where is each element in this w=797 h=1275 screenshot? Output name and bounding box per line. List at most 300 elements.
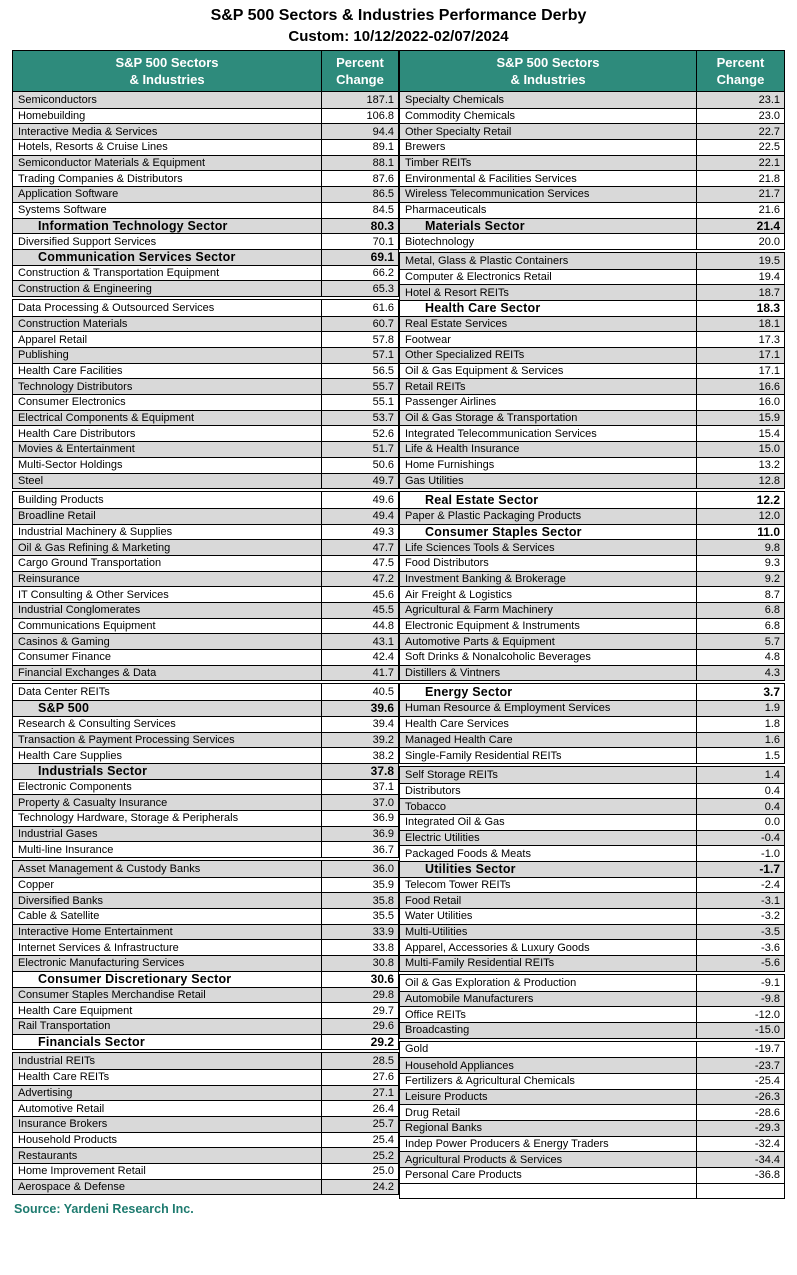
percent-change-value: 16.6 [758,380,780,393]
industry-row [400,394,784,410]
percent-change-value: 65.3 [372,282,394,295]
industry-row [400,845,784,861]
industry-name: Oil & Gas Storage & Transportation [400,411,697,426]
percent-change-value: 15.4 [758,427,780,440]
industry-name: Industrial Gases [13,827,322,842]
industry-name: Real Estate Services [400,317,697,332]
industry-name: Fertilizers & Agricultural Chemicals [400,1074,697,1089]
industry-name: Integrated Telecommunication Services [400,426,697,441]
source-attribution: Source: Yardeni Research Inc. [14,1202,194,1217]
percent-change-value: -3.6 [761,941,780,954]
percent-change-value: -19.7 [754,1043,780,1056]
table-block [399,92,785,250]
industry-name: IT Consulting & Other Services [13,587,322,602]
percent-change-value: 39.4 [372,718,394,731]
right-table [399,50,785,1199]
industry-name: Steel [13,474,322,489]
industry-row [400,508,784,524]
industry-name: Integrated Oil & Gas [400,815,697,830]
industry-name: Cargo Ground Transportation [13,556,322,571]
industry-name: Apparel, Accessories & Luxury Goods [400,940,697,955]
industry-name: Multi-Family Residential REITs [400,956,697,971]
table-block [399,1041,785,1200]
percent-change-value: 22.1 [758,157,780,170]
industry-row [400,798,784,814]
industry-row [400,233,784,249]
industry-name: Hotel & Resort REITs [400,285,697,300]
industry-name: Research & Consulting Services [13,717,322,732]
industry-row [400,425,784,441]
industry-name: Electronic Equipment & Instruments [400,619,697,634]
industry-name: Specialty Chemicals [400,92,697,108]
industry-name: Consumer Finance [13,650,322,665]
percent-change-value: 37.8 [370,764,394,779]
industry-name: Metal, Glass & Plastic Containers [400,253,697,269]
industry-name: Pharmaceuticals [400,203,697,218]
industry-name: Life Sciences Tools & Services [400,540,697,555]
industry-row [13,665,398,681]
percent-change-value: 49.6 [372,494,394,507]
percent-change-value: 36.9 [372,827,394,840]
industry-name: Hotels, Resorts & Cruise Lines [13,140,322,155]
industry-name: Automotive Parts & Equipment [400,634,697,649]
industry-name: Interactive Home Entertainment [13,925,322,940]
industry-row [400,783,784,799]
industry-row [400,586,784,602]
percent-change-value: 0.0 [764,816,780,829]
industry-row [13,747,398,763]
industry-row [13,861,398,877]
percent-change-value: 6.8 [764,620,780,633]
industry-row [400,473,784,489]
table-block [12,491,399,681]
industry-name: Soft Drinks & Nonalcoholic Beverages [400,650,697,665]
title-block [0,0,797,46]
industry-row [13,633,398,649]
percent-change-value: 18.1 [758,317,780,330]
industry-name: Biotechnology [400,234,697,249]
industry-row [400,139,784,155]
industry-row [13,684,398,700]
industry-row [13,1132,398,1148]
percent-change-value: -1.0 [761,847,780,860]
industry-row [400,908,784,924]
industry-name: Tobacco [400,799,697,814]
percent-change-value: 47.7 [372,541,394,554]
industry-name: Trading Companies & Distributors [13,171,322,186]
industry-name: Materials Sector [400,219,697,234]
industry-row [13,716,398,732]
industry-row [13,108,398,124]
industry-row [400,747,784,763]
industry-row [400,700,784,716]
industry-name: Interactive Media & Services [13,124,322,139]
industry-row [400,108,784,124]
table-block [12,683,399,858]
percent-change-value: 37.1 [372,780,394,793]
industry-name: Oil & Gas Refining & Marketing [13,540,322,555]
industry-name: Systems Software [13,203,322,218]
industry-name: Life & Health Insurance [400,442,697,457]
percent-change-value: 22.7 [758,125,780,138]
percent-change-value: 1.6 [764,733,780,746]
industry-name: Homebuilding [13,109,322,124]
industry-row [400,991,784,1007]
industry-name: Construction Materials [13,317,322,332]
industry-name: Copper [13,878,322,893]
industry-row [13,123,398,139]
industry-name: Broadline Retail [13,509,322,524]
percent-change-value: 18.3 [756,301,780,316]
industry-row [400,975,784,991]
percent-change-value [697,1184,784,1199]
percent-change-value: 15.9 [758,412,780,425]
industry-name: Other Specialized REITs [400,348,697,363]
percent-change-value: 44.8 [372,620,394,633]
percent-change-value: 51.7 [372,443,394,456]
industry-row [400,1136,784,1152]
percent-change-value: -1.7 [759,862,780,877]
percent-change-value: 3.7 [763,685,780,700]
industry-name: Health Care Services [400,717,697,732]
percent-change-value: 23.1 [758,93,780,106]
table-block [12,1052,399,1195]
industry-name [400,1184,697,1199]
industry-name: Industrial REITs [13,1053,322,1069]
percent-change-value: 60.7 [372,317,394,330]
industry-name: Food Distributors [400,556,697,571]
percent-change-value: 6.8 [764,604,780,617]
industry-name: Communications Equipment [13,619,322,634]
industry-row [400,1167,784,1183]
industry-name: Health Care Supplies [13,748,322,763]
industry-name: Industrials Sector [13,764,322,779]
table-block [12,299,399,489]
percent-change-value: -34.4 [754,1153,780,1166]
percent-change-value: 47.5 [372,557,394,570]
industry-row [13,571,398,587]
percent-change-value: -9.1 [761,976,780,989]
percent-change-value: 61.6 [372,301,394,314]
left-table-body [12,92,399,1195]
left-table-header [12,50,399,92]
percent-change-value: 12.0 [758,510,780,523]
percent-change-value: 33.9 [372,926,394,939]
industry-row [400,1104,784,1120]
industry-name: Asset Management & Custody Banks [13,861,322,877]
industry-name: Health Care Equipment [13,1003,322,1018]
industry-name: Diversified Support Services [13,234,322,249]
industry-name: Oil & Gas Exploration & Production [400,975,697,991]
industry-name: S&P 500 [13,701,322,716]
percent-change-value: 13.2 [758,459,780,472]
industry-name: Leisure Products [400,1090,697,1105]
percent-change-value: 94.4 [372,125,394,138]
industry-name: Transaction & Payment Processing Services [13,733,322,748]
percent-change-value: 29.6 [372,1020,394,1033]
industry-row [400,939,784,955]
empty-row [400,1183,784,1199]
industry-name: Construction & Engineering [13,281,322,296]
industry-row [400,924,784,940]
industry-row [13,1069,398,1085]
industry-row [13,425,398,441]
industry-row [400,410,784,426]
percent-change-value: 57.1 [372,349,394,362]
percent-change-value: 55.1 [372,396,394,409]
industry-name: Consumer Electronics [13,395,322,410]
industry-name: Household Appliances [400,1058,697,1073]
industry-row [400,170,784,186]
industry-row [13,331,398,347]
industry-name: Health Care Distributors [13,426,322,441]
industry-name: Investment Banking & Brokerage [400,572,697,587]
industry-name: Air Freight & Logistics [400,587,697,602]
industry-row [13,363,398,379]
percent-change-value: 49.7 [372,474,394,487]
percent-change-value: 21.8 [758,172,780,185]
industry-name: Self Storage REITs [400,767,697,783]
percent-change-value: -0.4 [761,831,780,844]
percent-change-value: 25.0 [372,1165,394,1178]
percent-change-value: 0.4 [764,800,780,813]
industry-name: Timber REITs [400,156,697,171]
industry-row [400,633,784,649]
industry-name: Utilities Sector [400,862,697,877]
industry-name: Personal Care Products [400,1168,697,1183]
table-block [399,974,785,1039]
percent-change-value: 36.0 [372,862,394,875]
percent-change-value: 86.5 [372,188,394,201]
left-table [12,50,399,1199]
industry-row [400,1073,784,1089]
industry-name: Property & Casualty Insurance [13,795,322,810]
industry-row [400,767,784,783]
percent-change-value: 53.7 [372,412,394,425]
industry-row [13,1116,398,1132]
percent-change-value: 22.5 [758,141,780,154]
industry-name: Home Improvement Retail [13,1164,322,1179]
industry-row [400,155,784,171]
industry-name: Industrial Conglomerates [13,603,322,618]
page-title: S&P 500 Sectors & Industries Performance Derby [210,7,587,24]
industry-row [13,877,398,893]
industry-name: Telecom Tower REITs [400,878,697,893]
industry-name: Technology Hardware, Storage & Peripherals [13,811,322,826]
industry-row [400,665,784,681]
industry-row [400,284,784,300]
percent-change-value: -3.1 [761,894,780,907]
percent-change-value: -26.3 [754,1090,780,1103]
industry-row [400,539,784,555]
percent-change-value: 50.6 [372,459,394,472]
industry-row [13,524,398,540]
industry-row [13,841,398,857]
industry-name: Reinsurance [13,572,322,587]
percent-change-value: 4.3 [764,667,780,680]
percent-change-value: 12.2 [756,493,780,508]
percent-change-value: 1.8 [764,718,780,731]
sector-summary-row [13,218,398,234]
percent-change-value: 21.7 [758,188,780,201]
percent-change-value: 49.4 [372,510,394,523]
industry-name: Health Care Sector [400,301,697,316]
percent-change-value: 30.6 [370,972,394,987]
industry-row [400,347,784,363]
industry-name: Technology Distributors [13,379,322,394]
industry-row [13,908,398,924]
industry-name: Environmental & Facilities Services [400,171,697,186]
percent-change-value: 52.6 [372,427,394,440]
percent-change-value: 69.1 [370,250,394,265]
industry-row [13,492,398,508]
industry-name: Broadcasting [400,1023,697,1038]
industry-row [13,473,398,489]
industry-row [400,1151,784,1167]
percent-change-value: 25.7 [372,1118,394,1131]
percent-change-value: 1.9 [764,702,780,715]
industry-row [400,269,784,285]
percent-change-value: 19.4 [758,270,780,283]
industry-name: Apparel Retail [13,332,322,347]
percent-change-value: 45.6 [372,588,394,601]
industry-name: Consumer Staples Merchandise Retail [13,988,322,1003]
percent-change-value: -5.6 [761,957,780,970]
percent-change-value: 29.8 [372,988,394,1001]
industry-name: Indep Power Producers & Energy Traders [400,1137,697,1152]
industry-name: Other Specialty Retail [400,124,697,139]
industry-row [13,555,398,571]
industry-row [400,457,784,473]
percent-change-value: 66.2 [372,266,394,279]
industry-row [13,170,398,186]
industry-name: Electronic Manufacturing Services [13,956,322,971]
industry-name: Restaurants [13,1148,322,1163]
industry-row [13,1002,398,1018]
percent-change-value: 37.0 [372,796,394,809]
percent-change-value: -32.4 [754,1138,780,1151]
industry-row [13,155,398,171]
industry-row [400,1089,784,1105]
industry-row [400,571,784,587]
table-block [399,766,785,972]
industry-name: Computer & Electronics Retail [400,270,697,285]
percent-change-value: -15.0 [754,1024,780,1037]
percent-change-value: 12.8 [758,474,780,487]
industry-name: Health Care REITs [13,1070,322,1085]
industry-name: Health Care Facilities [13,364,322,379]
industry-row [400,331,784,347]
industry-name: Electric Utilities [400,831,697,846]
percent-change-value: 19.5 [758,254,780,267]
percent-change-value: 39.6 [370,701,394,716]
industry-name: Aerospace & Defense [13,1180,322,1195]
industry-row [400,1057,784,1073]
industry-name: Automobile Manufacturers [400,992,697,1007]
industry-row [13,508,398,524]
industry-row [13,892,398,908]
percent-change-value: 11.0 [757,524,780,539]
percent-change-value: 4.8 [764,651,780,664]
percent-change-value: 49.3 [372,525,394,538]
table-block [399,252,785,489]
percent-change-value: 84.5 [372,204,394,217]
industry-row [13,1100,398,1116]
table-block [12,92,399,297]
sector-summary-row [400,218,784,234]
industry-row [400,955,784,971]
industry-name: Building Products [13,492,322,508]
industry-row [400,877,784,893]
percent-change-value: 45.5 [372,604,394,617]
industry-name: Food Retail [400,893,697,908]
industry-name: Electronic Components [13,780,322,795]
percent-change-value: 80.3 [370,218,394,233]
percent-change-value: -2.4 [761,879,780,892]
percent-change-value: 55.7 [372,380,394,393]
industry-row [13,649,398,665]
industry-row [400,316,784,332]
percent-change-value: -12.0 [754,1008,780,1021]
industry-name: Rail Transportation [13,1019,322,1034]
industry-row [13,300,398,316]
percent-change-value: 56.5 [372,365,394,378]
percent-change-value: 187.1 [366,93,394,106]
column-header-sectors-industries: S&P 500 Sectors & Industries [400,51,697,91]
sector-summary-row [13,249,398,265]
percent-change-value: -3.2 [761,910,780,923]
industry-name: Managed Health Care [400,733,697,748]
industry-row [400,1006,784,1022]
industry-row [13,1163,398,1179]
industry-row [13,1053,398,1069]
industry-row [400,649,784,665]
industry-name: Energy Sector [400,684,697,700]
table-block [399,683,785,763]
percent-change-value: 40.5 [372,686,394,699]
industry-name: Semiconductors [13,92,322,108]
percent-change-value: 87.6 [372,172,394,185]
right-table-body [399,92,785,1199]
industry-name: Regional Banks [400,1121,697,1136]
percent-change-value: 29.7 [372,1004,394,1017]
percent-change-value: 47.2 [372,572,394,585]
industry-row [13,602,398,618]
percent-change-value: -9.8 [761,992,780,1005]
industry-row [400,1022,784,1038]
industry-name: Multi-line Insurance [13,842,322,857]
industry-name: Movies & Entertainment [13,442,322,457]
percent-change-value: 1.5 [764,749,780,762]
industry-row [13,347,398,363]
industry-row [13,732,398,748]
industry-name: Financial Exchanges & Data [13,666,322,681]
industry-row [13,233,398,249]
percent-change-value: -28.6 [754,1106,780,1119]
industry-row [400,378,784,394]
column-header-sectors-industries: S&P 500 Sectors & Industries [13,51,322,91]
industry-name: Gas Utilities [400,474,697,489]
industry-name: Communication Services Sector [13,250,322,265]
industry-name: Packaged Foods & Meats [400,846,697,861]
percent-change-value: 8.7 [764,588,780,601]
industry-row [13,1179,398,1195]
percent-change-value: 27.1 [372,1086,394,1099]
industry-name: Automotive Retail [13,1101,322,1116]
percent-change-value: 9.3 [764,557,780,570]
tables-container [0,50,797,1199]
industry-row [13,280,398,296]
